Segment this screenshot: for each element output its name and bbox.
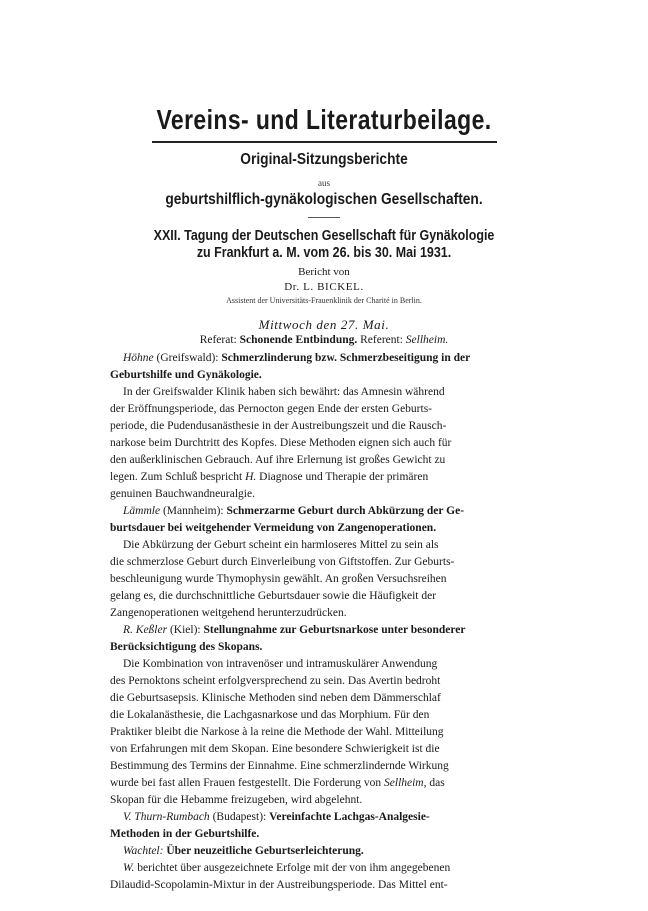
text-line — [123, 503, 536, 520]
italic-segment: Lämmle — [123, 505, 161, 517]
text-segment: die Lokalanästhesie, die Lachgasnarkose und das Morphium. Für den — [110, 709, 430, 721]
meeting-title-line2: zu Frankfurt a. M. vom 26. bis 30. Mai 1931. — [196, 245, 452, 261]
author-name: Dr. L. BICKEL. — [284, 281, 364, 293]
text-segment: (Mannheim): — [160, 505, 227, 517]
text-line — [110, 571, 536, 588]
text-line — [123, 622, 536, 639]
text-segment: der Eröffnungsperiode, das Pernocton gegen Ende der ersten Geburts- — [110, 403, 432, 415]
text-segment: genuinen Bauchwandneuralgie. — [110, 488, 255, 500]
subtitle-gesellschaften: geburtshilflich-gynäkologischen Gesellschaften. — [165, 191, 483, 208]
author-affiliation: Assistent der Universitäts-Frauenklinik der Charité in Berlin. — [226, 296, 422, 305]
text-line — [123, 809, 536, 826]
text-segment: das — [426, 777, 445, 789]
text-line — [110, 605, 536, 622]
bold-segment: Vereinfachte Lachgas-Analgesie- — [269, 811, 430, 823]
bold-segment: Schmerzarme Geburt durch Abkürzung der Ge- — [226, 505, 465, 517]
text-segment: legen. Zum Schluß bespricht — [110, 471, 246, 483]
text-segment: In der Greifswalder Klinik haben sich bewährt: das Amnesin während — [123, 386, 445, 398]
text-segment: Skopan für die Hebamme freizugeben, wird abgelehnt. — [110, 794, 363, 806]
bold-segment: Berücksichtigung des Skopans. — [110, 641, 263, 653]
italic-segment: W. — [123, 862, 135, 874]
text-line — [110, 775, 536, 792]
bold-segment: burtsdauer bei weitgehender Vermeidung von Zangenoperationen. — [110, 522, 437, 534]
text-line — [110, 826, 536, 843]
text-line — [110, 520, 536, 537]
bold-segment: Methoden in der Geburtshilfe. — [110, 828, 260, 840]
text-segment: des Pernoktons scheint erfolgversprechend zu sein. Das Avertin bedroht — [110, 675, 441, 687]
text-segment: Die Abkürzung der Geburt scheint ein harmloseres Mittel zu sein als — [123, 539, 439, 551]
subtitle-aus: aus — [318, 178, 330, 188]
text-segment: Praktiker bleibt die Narkose à la reine die Methode der Wahl. Mitteilung — [110, 726, 444, 738]
title-rule — [152, 141, 497, 143]
bold-segment: Stellungnahme zur Geburtsnarkose unter besonderer — [203, 624, 466, 636]
text-line — [110, 469, 536, 486]
text-line — [110, 418, 536, 435]
text-line — [110, 877, 536, 894]
text-segment: beschleunigung wurde Thymophysin gewählt. An großen Versuchsreihen — [110, 573, 447, 585]
text-segment: Die Kombination von intravenöser und intramuskulärer Anwendung — [123, 658, 438, 670]
italic-segment: R. Keßler — [123, 624, 168, 636]
italic-segment: Höhne — [123, 352, 154, 364]
italic-segment: V. Thurn-Rumbach — [123, 811, 210, 823]
text-line — [110, 452, 536, 469]
text-segment: (Kiel): — [167, 624, 204, 636]
text-segment: gelang es, die durchschnittliche Geburtsdauer sowie die Häufigkeit der — [110, 590, 437, 602]
text-segment: Bestimmung des Termins der Einnahme. Eine schmerzlindernde Wirkung — [110, 760, 449, 772]
text-line — [110, 639, 536, 656]
text-segment: Diagnose und Therapie der primären — [256, 471, 429, 483]
text-line — [110, 401, 536, 418]
text-line — [110, 792, 536, 809]
text-line — [123, 384, 536, 401]
text-segment: Dilaudid-Scopolamin-Mixtur in der Austreibungsperiode. Das Mittel ent- — [110, 879, 448, 891]
text-line — [123, 537, 536, 554]
text-segment: (Budapest): — [209, 811, 270, 823]
meeting-title-line1: XXII. Tagung der Deutschen Gesellschaft für Gynäkologie — [153, 228, 495, 244]
text-segment: die schmerzlose Geburt durch Einverleibung von Giftstoffen. Zur Geburts- — [110, 556, 455, 568]
referat-topic: Schonende Entbindung. — [239, 334, 358, 346]
main-title: Vereins- und Literaturbeilage. — [156, 104, 492, 135]
bold-segment: Geburtshilfe und Gynäkologie. — [110, 369, 262, 381]
text-line — [110, 741, 536, 758]
text-segment: von Erfahrungen mit dem Skopan. Eine besondere Schwierigkeit ist die — [110, 743, 440, 755]
text-line — [123, 656, 536, 673]
italic-segment: Sellheim, — [384, 777, 427, 789]
text-segment: periode, die Pudendusanästhesie in der Austreibungszeit und die Rausch- — [110, 420, 447, 432]
italic-segment: Wachtel: — [123, 845, 164, 857]
text-line — [123, 350, 536, 367]
text-line — [123, 860, 536, 877]
italic-segment: H. — [245, 471, 257, 483]
text-line — [110, 486, 536, 503]
text-line — [123, 843, 536, 860]
text-line — [110, 588, 536, 605]
bericht-von: Bericht von — [298, 266, 350, 278]
text-line — [110, 367, 536, 384]
text-line — [110, 707, 536, 724]
text-line — [110, 435, 536, 452]
text-line — [110, 758, 536, 775]
referent-name: Sellheim. — [405, 334, 449, 346]
bold-segment: Schmerzlinderung bzw. Schmerzbeseitigung in der — [221, 352, 471, 364]
text-line — [110, 673, 536, 690]
text-segment: wurde bei fast allen Frauen festgestellt. Die Forderung von — [110, 777, 385, 789]
text-segment: berichtet über ausgezeichnete Erfolge mit der von ihm angegebenen — [134, 862, 451, 874]
text-segment: Zangenoperationen weitgehend herunterzudrücken. — [110, 607, 347, 619]
text-line — [110, 724, 536, 741]
text-segment: die Geburtsasepsis. Klinische Methoden sind neben dem Dämmerschlaf — [110, 692, 441, 704]
text-line — [110, 554, 536, 571]
session-day: Mittwoch den 27. Mai. — [258, 317, 390, 332]
subtitle-original-sitzungsberichte: Original-Sitzungsberichte — [240, 151, 408, 168]
short-divider — [308, 217, 340, 218]
referat-line — [0, 334, 648, 346]
bold-segment: Über neuzeitliche Geburtserleichterung. — [166, 845, 364, 857]
text-segment: narkose beim Durchtritt des Kopfes. Diese Methoden eignen sich auch für — [110, 437, 452, 449]
referent-label: Referent: — [360, 334, 403, 346]
referat-label: Referat: — [199, 334, 237, 346]
text-segment: (Greifswald): — [153, 352, 222, 364]
text-segment: den außerklinischen Gebrauch. Auf ihre Erlernung ist großes Gewicht zu — [110, 454, 446, 466]
text-line — [110, 690, 536, 707]
